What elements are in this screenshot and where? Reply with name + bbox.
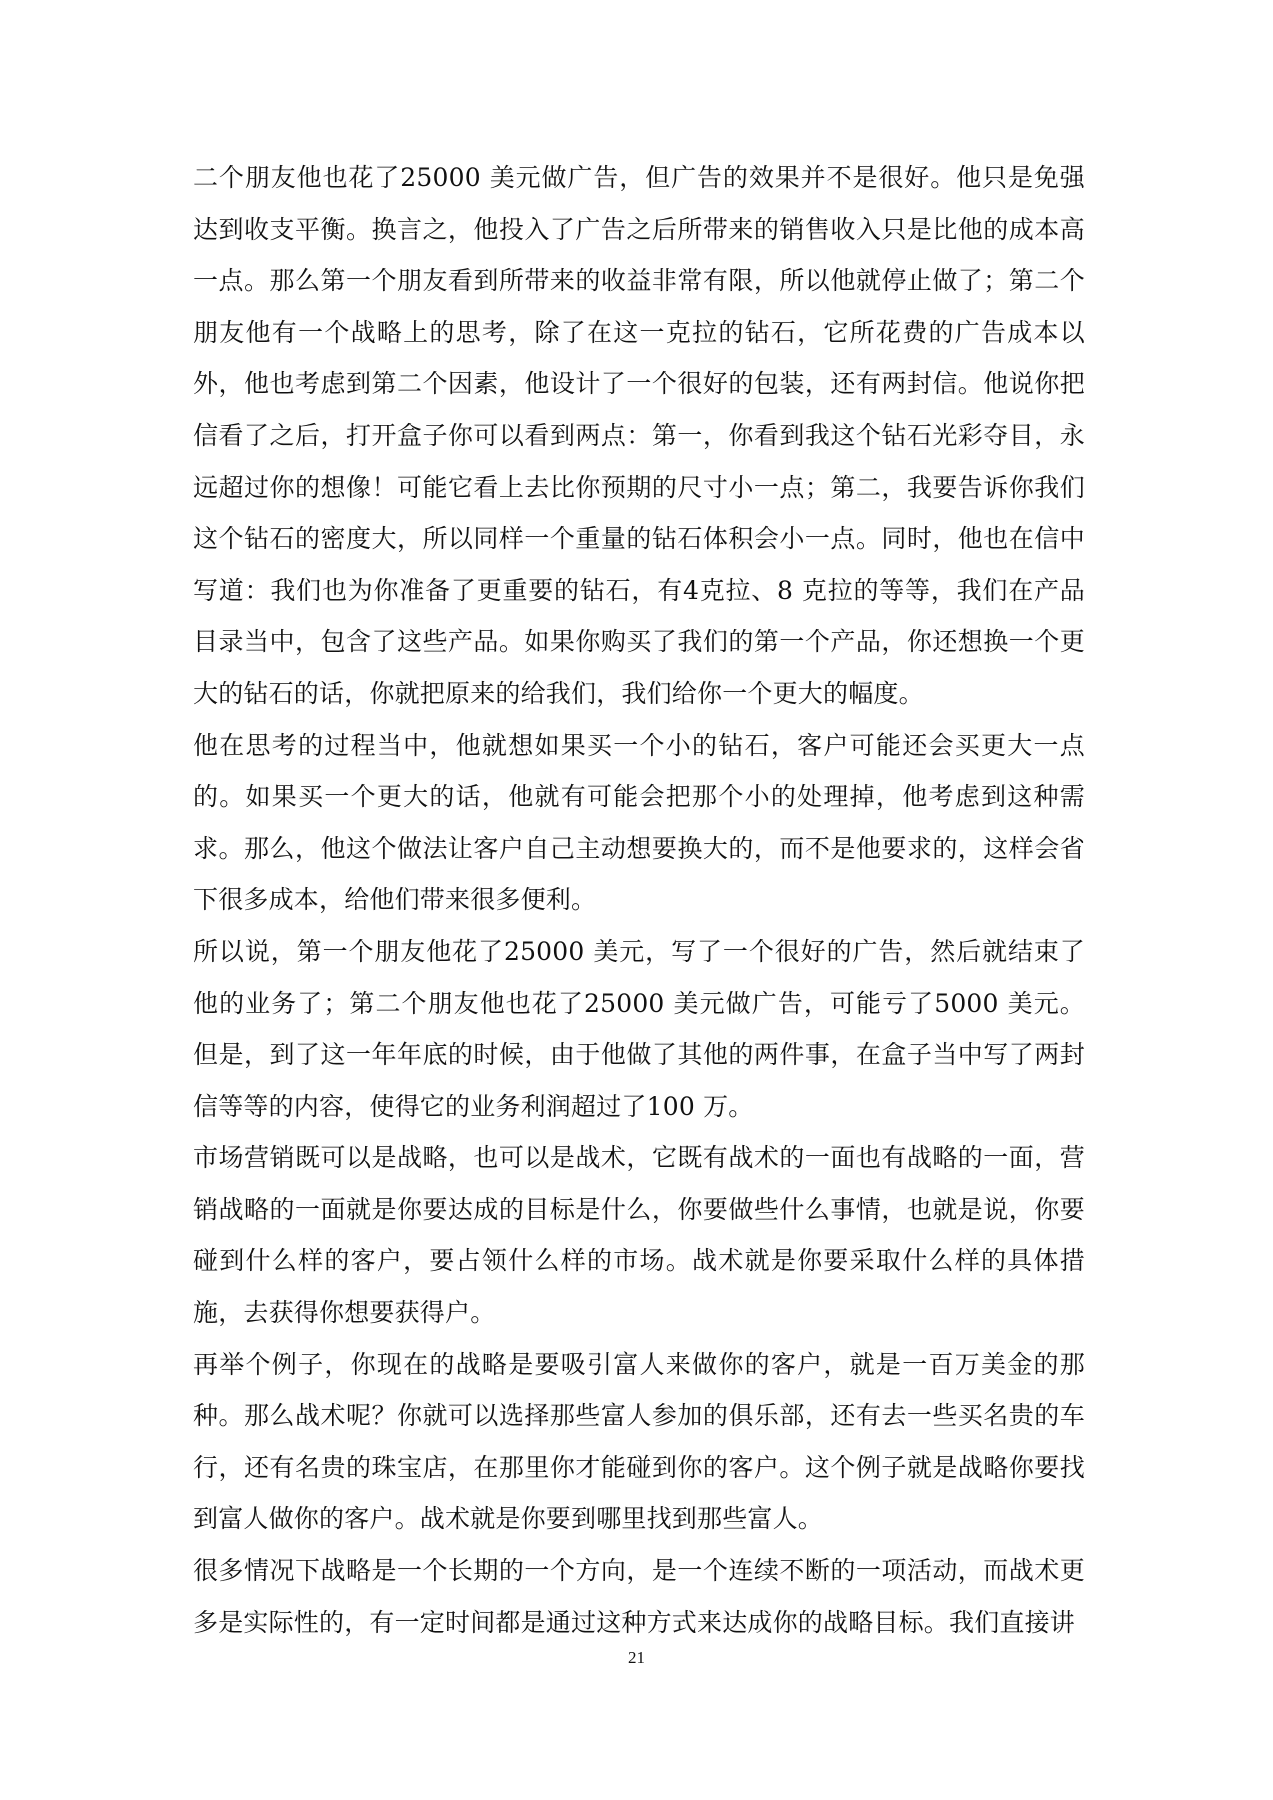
paragraph-2: 他在思考的过程当中，他就想如果买一个小的钻石，客户可能还会买更大一点的。如果买一个更大的话，他就有可能会把那个小的处理掉，他考虑到这种需求。那么，他这个做法让客户自己主动想要换大的，而不是他要求的，这样会省下很多成本，给他们带来很多便利。 [193,730,1085,915]
paragraph-5: 再举个例子，你现在的战略是要吸引富人来做你的客户，就是一百万美金的那种。那么战术呢？你就可以选择那些富人参加的俱乐部，还有去一些买名贵的车行，还有名贵的珠宝店，在那里你才能碰到你的客户。这个例子就是战略你要找到富人做你的客户。战术就是你要到哪里找到那些富人。 [193,1349,1085,1534]
paragraph-3: 所以说，第一个朋友他花了25000 美元，写了一个很好的广告，然后就结束了他的业务了；第二个朋友他也花了25000 美元做广告，可能亏了5000 美元。但是，到了这一年年底的时候，由于他做了其他的两件事，在盒子当中写了两封信等等的内容，使得它的业务利润超过了100 万。 [193,936,1085,1121]
paragraph-6: 很多情况下战略是一个长期的一个方向，是一个连续不断的一项活动，而战术更多是实际性的，有一定时间都是通过这种方式来达成你的战略目标。我们直接讲 [193,1556,1085,1637]
body-text [193,152,1085,1648]
paragraph-1: 二个朋友他也花了25000 美元做广告，但广告的效果并不是很好。他只是免强达到收支平衡。换言之，他投入了广告之后所带来的销售收入只是比他的成本高一点。那么第一个朋友看到所带来的收益非常有限，所以他就停止做了；第二个朋友他有一个战略上的思考，除了在这一克拉的钻石，它所花费的广告成本以外，他也考虑到第二个因素，他设计了一个很好的包装，还有两封信。他说你把信看了之后，打开盒子你可以看到两点：第一，你看到我这个钻石光彩夺目，永远超过你的想像！可能它看上去比你预期的尺寸小一点；第二，我要告诉你我们这个钻石的密度大，所以同样一个重量的钻石体积会小一点。同时，他也在信中写道：我们也为你准备了更重要的钻石，有4克拉、8 克拉的等等，我们在产品目录当中，包含了这些产品。如果你购买了我们的第一个产品，你还想换一个更大的钻石的话，你就把原来的给我们，我们给你一个更大的幅度。 [193,163,1085,708]
page-number: 21 [628,1648,645,1667]
paragraph-4: 市场营销既可以是战略，也可以是战术，它既有战术的一面也有战略的一面，营销战略的一面就是你要达成的目标是什么，你要做些什么事情，也就是说，你要碰到什么样的客户，要占领什么样的市场。战术就是你要采取什么样的具体措施，去获得你想要获得户。 [193,1143,1085,1328]
